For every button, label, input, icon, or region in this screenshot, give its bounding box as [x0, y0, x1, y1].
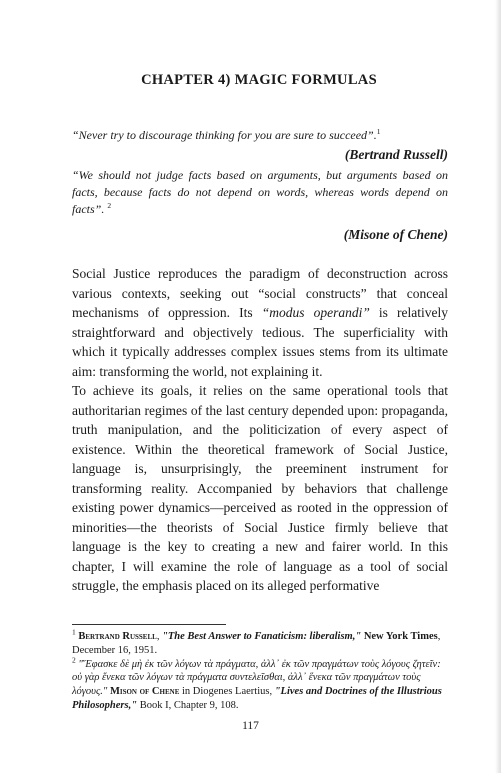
- footnote-2-reference: Book I, Chapter 9, 108.: [137, 699, 239, 711]
- footnote-ref-2[interactable]: 2: [107, 201, 112, 210]
- paragraph-1-emphasis: “modus operandi”: [261, 305, 370, 320]
- footnote-1-title: "The Best Answer to Fanaticism: liberalism,": [162, 631, 362, 642]
- epigraph-quote-1-text: “Never try to discourage thinking for you are sure to succeed”.: [72, 128, 377, 142]
- page-edge-shadow: [495, 0, 501, 773]
- body-text: [72, 264, 448, 596]
- footnote-1-date: , December 16, 1951.: [72, 631, 441, 656]
- footnote-2-title: "Lives and Doctrines of the Illustrious Philosophers,": [72, 686, 442, 711]
- paragraph-1: [72, 264, 448, 381]
- page-number: 117: [242, 720, 259, 732]
- footnote-1-author: Bertrand Russell: [78, 631, 157, 642]
- footnotes: [72, 627, 448, 713]
- footnote-ref-1[interactable]: 1: [376, 127, 381, 136]
- epigraph-quote-2: [72, 167, 448, 218]
- footnote-2-source: in Diogenes Laertius,: [179, 686, 275, 698]
- chapter-title: CHAPTER 4) MAGIC FORMULAS: [141, 72, 377, 88]
- paragraph-1-part-a: Social Justice reproduces the paradigm of deconstruction across various contexts, seeking out “social constructs” that conceal mechanisms of oppression. Its: [72, 266, 448, 320]
- paragraph-1-part-b: is relatively straightforward and objectively tedious. The superficiality with which it typically addresses complex issues stems from its ultimate aim: transforming the world, not explaining it.: [72, 305, 448, 379]
- footnote-1-number: 1: [72, 627, 76, 637]
- paragraph-2: To achieve its goals, it relies on the same operational tools that authoritarian regimes of the last century depended upon: propaganda, truth manipulation, and the politicization of every aspect of existence. Within the theoretical framework of Social Justice, language is, unsurprisingly, the preeminent instrument for transforming reality. Accompanied by behaviors that challenge existing power dynamics—perceived as rooted in the oppression of minorities—the theorists of Social Justice firmly believe that language is the key to creating a new and fairer world. In this chapter, I will examine the role of language as a tool of social struggle, the emphasis placed on its alleged performative: [72, 383, 448, 593]
- epigraph-attribution-2: (Misone of Chene): [343, 227, 448, 242]
- footnote-2: [72, 655, 448, 713]
- epigraph-quote-1: [72, 127, 448, 144]
- footnote-1: $^1$ Bertrand Russell, "The Best Answer to Fanaticism: liberalism," New York Times, December 16, 1951.: [72, 627, 441, 656]
- footnote-divider: [72, 624, 226, 625]
- epigraph-attribution-1: (Bertrand Russell): [344, 147, 448, 162]
- footnote-1-publication: New York Times: [363, 631, 438, 642]
- footnote-2-number: 2: [72, 655, 76, 665]
- footnote-2-greek-quote: "Ἔφασκε δὲ μὴ ἐκ τῶν λόγων τὰ πράγματα, ἀλλ᾽ ἐκ τῶν πραγμάτων τοὺς λόγους ζητεῖν: οὐ γὰρ ἕνεκα τῶν λόγων τὰ πράγματα συντελεῖσθαι, ἀλλ᾽ ἕνεκα τῶν πραγμάτων τοὺς λόγους.": [72, 658, 441, 698]
- epigraph-quote-2-text: “We should not judge facts based on arguments, but arguments based on facts, because facts do not depend on words, whereas words depend on facts”.: [72, 168, 448, 216]
- footnote-2-author: Mison of Chene: [109, 686, 180, 698]
